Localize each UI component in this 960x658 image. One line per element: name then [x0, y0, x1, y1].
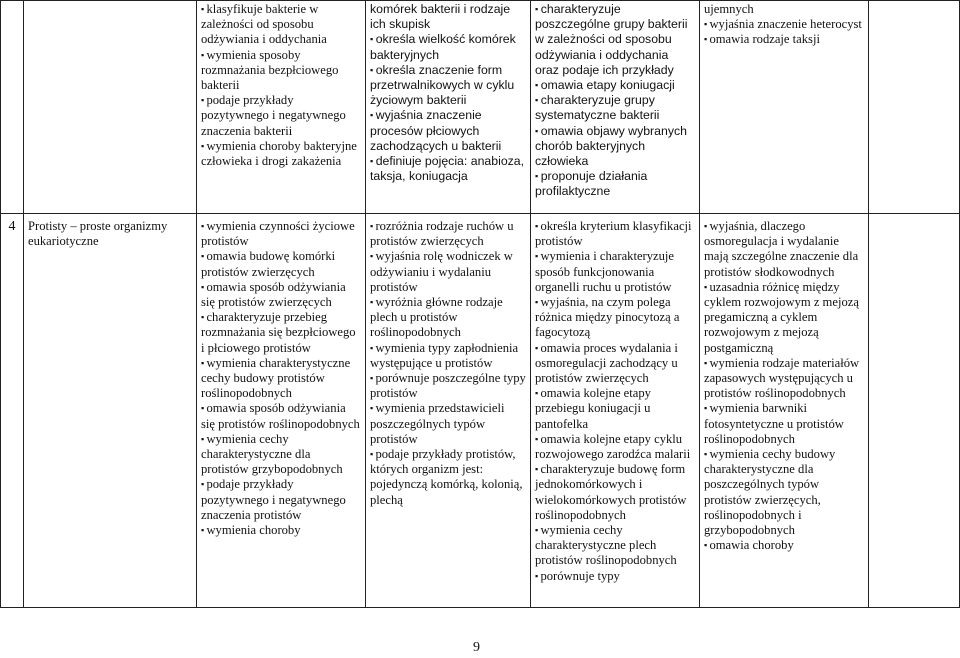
topic-title: Protisty – proste organizmy eukariotyczne [24, 214, 197, 608]
requirement-item: ▪ wymienia czynności życiowe protistów [201, 219, 361, 249]
requirement-item: ujemnych [704, 2, 754, 16]
requirement-item: ▪ definiuje pojęcia: anabioza, taksja, koniugacja [370, 154, 526, 184]
requirement-item: ▪ podaje przykłady protistów, których organizm jest: pojedynczą komórką, kolonią, plechą [370, 447, 526, 508]
requirement-item: ▪ określa wielkość komórek bakteryjnych [370, 32, 526, 62]
requirement-item: ▪ porównuje poszczególne typy protistów [370, 371, 526, 401]
requirement-item: ▪ wyjaśnia znaczenie heterocyst [704, 17, 864, 32]
requirement-item: ▪ wymienia choroby bakteryjne człowieka i drogi zakażenia [201, 139, 361, 169]
cell-requirements-level-3 [531, 214, 700, 608]
requirement-item: ▪ wymienia cechy budowy charakterystyczne dla poszczególnych typów protistów zwierzęcych, roślinopodobnych i grzybopodobnych [704, 447, 864, 538]
requirement-item: ▪ wymienia choroby [201, 523, 361, 538]
requirement-item: ▪ rozróżnia rodzaje ruchów u protistów zwierzęcych [370, 219, 526, 249]
table-row-bacteria-continued [1, 1, 960, 214]
requirement-item: ▪ wymienia i charakteryzuje sposób funkcjonowania organelli ruchu u protistów [535, 249, 695, 295]
requirement-item: ▪ określa kryterium klasyfikacji protistów [535, 219, 695, 249]
requirement-item: ▪ proponuje działania profilaktyczne [535, 169, 695, 199]
requirement-item: ▪ omawia kolejne etapy przebiegu koniugacji u pantofelka [535, 386, 695, 432]
page-number: 9 [473, 640, 480, 655]
cell-requirements-level-1 [197, 214, 366, 608]
requirement-item: ▪ omawia etapy koniugacji [535, 78, 695, 93]
requirement-item: ▪ wymienia cechy charakterystyczne dla protistów grzybopodobnych [201, 432, 361, 478]
requirement-item: ▪ określa znaczenie form przetrwalnikowych w cyklu życiowym bakterii [370, 63, 526, 109]
requirement-item: ▪ charakteryzuje budowę form jednokomórkowych i wielokomórkowych protistów roślinopodobnych [535, 462, 695, 523]
requirement-item: ▪ wymienia charakterystyczne cechy budowy protistów roślinopodobnych [201, 356, 361, 402]
cell-requirements-level-3 [531, 1, 700, 214]
requirement-item: ▪ wymienia typy zapłodnienia występujące u protistów [370, 341, 526, 371]
requirement-item: komórek bakterii i rodzaje ich skupisk [370, 2, 511, 32]
requirement-item: ▪ wymienia sposoby rozmnażania bezpłciowego bakterii [201, 48, 361, 94]
requirement-item: ▪ wymienia rodzaje materiałów zapasowych występujących u protistów roślinopodobnych [704, 356, 864, 402]
requirement-item: ▪ charakteryzuje poszczególne grupy bakterii w zależności od sposobu odżywiania i oddychania oraz podaje ich przykłady [535, 2, 695, 78]
row-number: 4 [1, 214, 24, 608]
cell-requirements-level-4 [700, 1, 869, 214]
requirement-item: ▪ omawia sposób odżywiania się protistów zwierzęcych [201, 280, 361, 310]
cell-requirements-level-2 [366, 214, 531, 608]
requirement-item: ▪ charakteryzuje grupy systematyczne bakterii [535, 93, 695, 123]
requirement-item: ▪ omawia budowę komórki protistów zwierzęcych [201, 249, 361, 279]
requirement-item: ▪ wyjaśnia znaczenie procesów płciowych zachodzących u bakterii [370, 108, 526, 154]
requirement-item: ▪ omawia sposób odżywiania się protistów roślinopodobnych [201, 401, 361, 431]
requirement-item: ▪ wymienia cechy charakterystyczne plech protistów roślinopodobnych [535, 523, 695, 569]
cell-requirements-level-5-empty [869, 1, 960, 214]
requirement-item: ▪ podaje przykłady pozytywnego i negatywnego znaczenia protistów [201, 477, 361, 523]
cell-requirements-level-4 [700, 214, 869, 608]
requirement-item: ▪ wyjaśnia, na czym polega różnica między pinocytozą a fagocytozą [535, 295, 695, 341]
requirement-item: ▪ porównuje typy [535, 569, 695, 584]
cell-requirements-level-1 [197, 1, 366, 214]
requirement-item: ▪ wymienia przedstawicieli poszczególnych typów protistów [370, 401, 526, 447]
requirement-item: ▪ omawia proces wydalania i osmoregulacji zachodzący u protistów zwierzęcych [535, 341, 695, 387]
requirement-item: ▪ klasyfikuje bakterie w zależności od sposobu odżywiania i oddychania [201, 2, 361, 48]
requirement-item: ▪ wyjaśnia rolę wodniczek w odżywianiu i wydalaniu protistów [370, 249, 526, 295]
requirement-item: ▪ omawia kolejne etapy cyklu rozwojowego zarodźca malarii [535, 432, 695, 462]
requirement-item: ▪ charakteryzuje przebieg rozmnażania się bezpłciowego i płciowego protistów [201, 310, 361, 356]
cell-topic-empty [24, 1, 197, 214]
cell-requirements-level-5-empty [869, 214, 960, 608]
cell-requirements-level-2 [366, 1, 531, 214]
requirement-item: ▪ omawia objawy wybranych chorób bakteryjnych człowieka [535, 124, 695, 170]
requirement-item: ▪ wyróżnia główne rodzaje plech u protistów roślinopodobnych [370, 295, 526, 341]
requirement-item: ▪ wymienia barwniki fotosyntetyczne u protistów roślinopodobnych [704, 401, 864, 447]
requirement-item: ▪ podaje przykłady pozytywnego i negatywnego znaczenia bakterii [201, 93, 361, 139]
requirement-item: ▪ wyjaśnia, dlaczego osmoregulacja i wydalanie mają szczególne znaczenie dla protistów słodkowodnych [704, 219, 864, 280]
cell-number-empty [1, 1, 24, 214]
requirement-item: ▪ uzasadnia różnicę między cyklem rozwojowym z mejozą pregamiczną a cyklem rozwojowym z mejozą postgamiczną [704, 280, 864, 356]
requirement-item: ▪ omawia choroby [704, 538, 864, 553]
requirement-item: ▪ omawia rodzaje taksji [704, 32, 864, 47]
table-row-protists [1, 214, 960, 608]
